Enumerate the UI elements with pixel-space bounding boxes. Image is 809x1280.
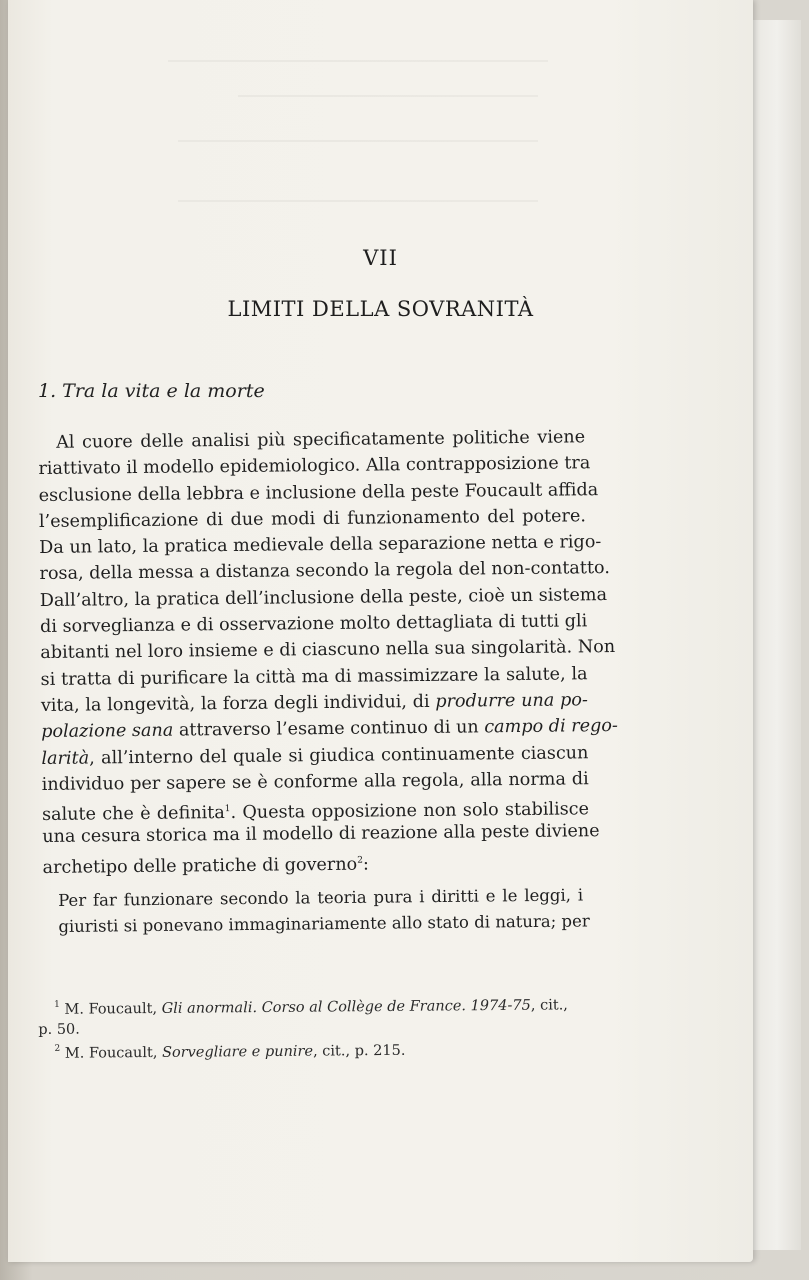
text-line: abitanti nel loro insieme e di ciascuno nella sua singolarità. Non: [40, 637, 616, 664]
footnote-ref-2[interactable]: 2: [357, 855, 363, 866]
italic-run: campo di rego-: [484, 716, 618, 738]
text-line: una cesura storica ma il modello di reazione alla peste diviene: [42, 821, 600, 848]
text-line: individuo per sapere se è conforme alla regola, alla norma di: [41, 769, 589, 795]
chapter-title: LIMITI DELLA SOVRANITÀ: [227, 297, 534, 321]
text-run: vita, la longevità, la forza degli individui, di: [40, 691, 436, 716]
footnote-tail: , cit.,: [530, 997, 568, 1014]
text-line: esclusione della lebbra e inclusione della peste Foucault affida: [38, 479, 599, 506]
footnote-1: [38, 991, 598, 1020]
book-page: [8, 0, 753, 1262]
text-run: . Questa opposizione non solo stabilisce: [230, 799, 590, 824]
text-run: attraverso l’esame continuo di un: [173, 717, 485, 741]
text-line: Dall’altro, la pratica dell’inclusione della peste, cioè un sistema: [39, 584, 608, 611]
italic-run: produrre una po-: [435, 690, 588, 712]
section-heading: 1. Tra la vita e la morte: [38, 380, 265, 402]
text-line: rosa, della messa a distanza secondo la regola del non-contatto.: [39, 558, 610, 585]
text-run: archetipo delle pratiche di governo: [42, 854, 358, 878]
footnote-2: [38, 1035, 598, 1064]
footnotes: [38, 991, 599, 1064]
footnote-tail: , cit., p. 215.: [312, 1042, 406, 1060]
quote-line: giuristi si ponevano immaginariamente allo stato di natura; per: [58, 911, 590, 937]
text-run: , all’interno del quale si giudica continuamente ciascun: [89, 742, 589, 769]
text-line: riattivato il modello epidemiologico. Alla contrapposizione tra: [38, 453, 591, 480]
text-line: Al cuore delle analisi più specificatamente politiche viene: [56, 427, 586, 453]
show-through-line: [178, 200, 538, 202]
footnote-1-continuation: p. 50.: [38, 1021, 80, 1038]
text-run: salute che è definita: [41, 803, 225, 826]
quote-line: Per far funzionare secondo la teoria pura i diritti e le leggi, i: [58, 885, 584, 910]
italic-run: larità: [41, 748, 90, 769]
body-text: [38, 424, 618, 878]
text-line: [42, 845, 589, 877]
footnote-author: M. Foucault,: [60, 1044, 163, 1062]
chapter-number: VII: [363, 246, 398, 270]
show-through-line: [178, 140, 538, 142]
footnote-ref-1[interactable]: 1: [224, 804, 231, 815]
footnote-mark: 2: [54, 1043, 61, 1054]
text-line: di sorveglianza e di osservazione molto dettagliata di tutti gli: [39, 611, 588, 638]
footnote-mark: 1: [54, 999, 60, 1010]
footnote-title: Gli anormali. Corso al Collège de France. 1974-75: [161, 997, 531, 1017]
footnote-title: Sorvegliare e punire: [161, 1043, 314, 1061]
text-run: :: [362, 854, 369, 875]
show-through-line: [168, 60, 548, 62]
italic-run: polazione sana: [41, 720, 174, 743]
show-through-line: [238, 95, 538, 97]
block-quote: [58, 883, 590, 941]
text-line: l’esemplificazione di due modi di funzionamento del potere.: [38, 506, 587, 532]
text-line: Da un lato, la pratica medievale della separazione netta e rigo-: [39, 532, 602, 559]
text-line: si tratta di purificare la città ma di massimizzare la salute, la: [40, 663, 588, 690]
footnote-author: M. Foucault,: [59, 1000, 162, 1018]
